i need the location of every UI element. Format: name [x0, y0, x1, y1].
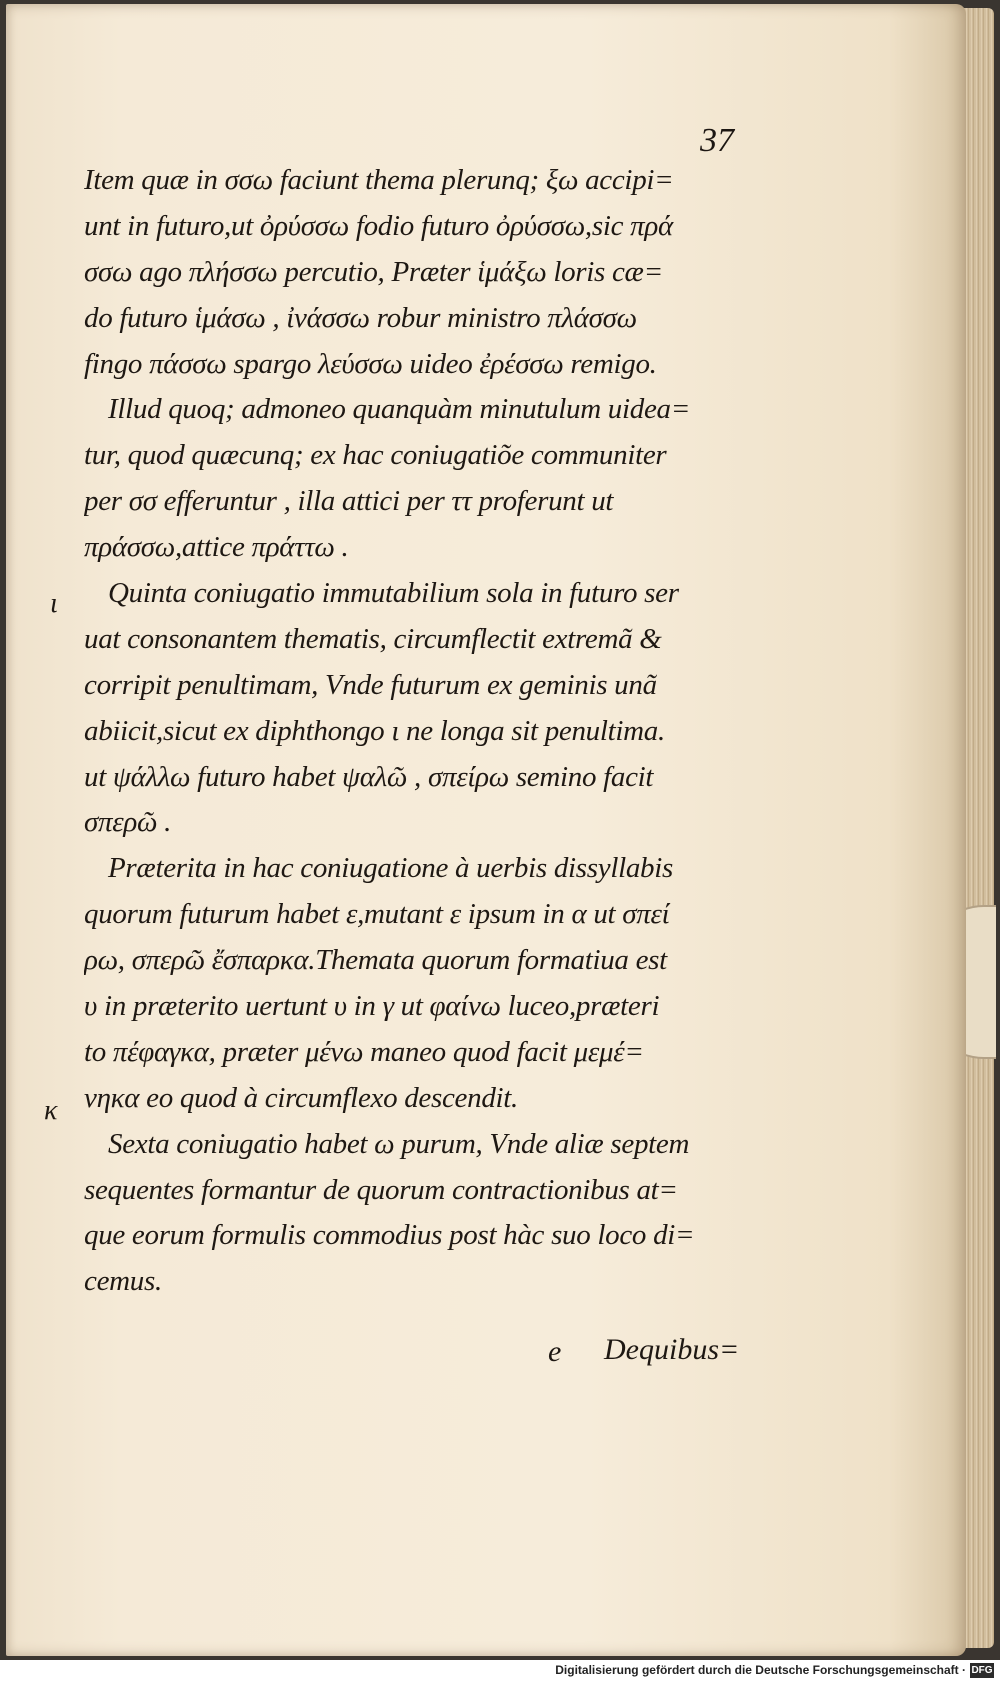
text-line: νηκα eo quod à circumflexo descendit.: [84, 1081, 518, 1114]
signature-mark: e: [548, 1335, 562, 1368]
text-line: fingo πάσσω spargo λεύσσω uideo ἐρέσσω remigo.: [84, 347, 657, 380]
text-line: ρω, σπερῶ ἔσπαρκα.Themata quorum formatiua est: [84, 944, 667, 977]
text-line: abiicit,sicut ex diphthongo ι ne longa sit penultima.: [84, 714, 665, 747]
text-block: [84, 158, 794, 1305]
text-line: unt in futuro,ut ὀρύσσω fodio futuro ὀρύσσω,sic πρά: [84, 209, 673, 242]
text-line: σσω ago πλήσσω percutio, Præter ἱμάξω loris cæ=: [84, 255, 663, 288]
text-line: Sexta coniugatio habet ω purum, Vnde aliæ septem: [108, 1127, 690, 1160]
text-line: ut ψάλλω futuro habet ψαλῶ , σπείρω semino facit: [84, 760, 654, 793]
dfg-logo: DFG: [971, 1665, 993, 1676]
text-line: Illud quoq; admoneo quanquàm minutulum uidea=: [108, 393, 690, 426]
catchword: Dequibus=: [604, 1333, 740, 1366]
digitization-credit: Digitalisierung gefördert durch die Deutsche Forschungsgemeinschaft ·: [555, 1663, 966, 1677]
text-line: σπερῶ .: [84, 806, 172, 839]
text-line: uat consonantem thematis, circumflectit extremã &: [84, 622, 662, 655]
footer-bar: [0, 1660, 1000, 1683]
text-line: Item quæ in σσω faciunt thema plerunq; ξω accipi=: [84, 164, 674, 196]
text-line: πράσσω,attice πράττω .: [84, 531, 349, 564]
page-number: 37: [700, 122, 734, 159]
text-line: υ in præterito uertunt υ in γ ut φαίνω luceo,præteri: [84, 990, 660, 1023]
text-line: cemus.: [84, 1265, 162, 1298]
text-line: sequentes formantur de quorum contractionibus at=: [84, 1173, 678, 1206]
text-line: quorum futurum habet ε,mutant ε ipsum in α ut σπεί: [84, 898, 670, 931]
text-line: to πέφαγκα, præter μένω maneo quod facit μεμέ=: [84, 1035, 644, 1068]
text-line: Præterita in hac coniugatione à uerbis dissyllabis: [108, 852, 673, 885]
text-line: que eorum formulis commodius post hàc suo loco di=: [84, 1219, 695, 1252]
text-line: do futuro ἱμάσω , ἰνάσσω robur ministro πλάσσω: [84, 301, 637, 334]
margin-mark: ι: [50, 588, 58, 619]
text-line: per σσ efferuntur , illa attici per ττ proferunt ut: [84, 485, 614, 518]
margin-mark: κ: [44, 1095, 58, 1126]
text-line: Quinta coniugatio immutabilium sola in futuro ser: [108, 577, 679, 610]
text-line: tur, quod quæcunq; ex hac coniugatiõe communiter: [84, 439, 667, 472]
text-line: corripit penultimam, Vnde futurum ex geminis unã: [84, 668, 657, 701]
